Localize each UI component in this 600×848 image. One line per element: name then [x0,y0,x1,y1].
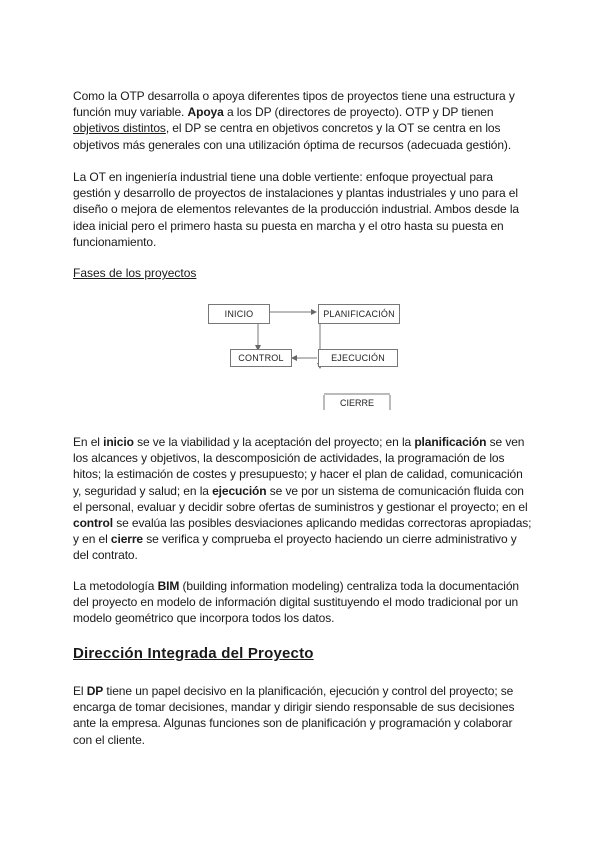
underlined-objetivos: objetivos distintos [73,121,166,136]
box-planificacion: PLANIFICACIÓN [318,304,400,324]
paragraph-dp [73,683,533,748]
box-cierre: CIERRE [339,398,374,408]
bold-inicio: inicio [103,435,134,449]
paragraph-ot: La OT en ingeniería industrial tiene una doble vertiente: enfoque proyectual para gestión y desarrollo de proyectos de instalaciones y plantas industriales y uno para el diseño o mejora de elementos relevantes de la producción industrial. Ambos desde la idea inicial pero el primero hasta su puesta en marcha y el otro hasta su puesta en funcionamiento. [73,170,519,249]
bold-cierre: cierre [110,532,143,547]
text: En el [73,435,104,449]
bold-apoya: Apoya [187,105,224,120]
phases-diagram [200,294,410,416]
paragraph-bim [73,578,533,627]
section-title-fases: Fases de los proyectos [73,266,197,280]
text: se verifica y comprueba el proyecto haciendo un cierre administrativo y del contrato. [73,532,517,563]
text: se evalúa las posibles desviaciones aplicando medidas correctoras apropiadas; y en el [73,516,532,547]
paragraph-otp [73,88,533,153]
bold-ejecucion: ejecución [212,483,267,498]
text: La metodología [73,579,158,593]
bold-planificacion: planificación [414,435,487,449]
bold-dp: DP [86,684,104,698]
text: se ve la viabilidad y la aceptación del proyecto; en la [133,435,415,449]
text: , el DP se centra en objetivos concretos y la OT se centra en los objetivos más generales con una utilización óptima de recursos (adecuada gestión). [73,121,512,152]
text: tiene un papel decisivo en la planificación, ejecución y control del proyecto; se encarga de tomar decisiones, mandar y dirigir siendo responsable de sus decisiones ante la empresa. Algunas funciones son de planificación y programación y colaborar con el cliente. [73,684,515,747]
box-ejecucion: EJECUCIÓN [318,349,398,367]
box-inicio: INICIO [208,304,270,324]
text: El [73,684,87,698]
box-control: CONTROL [230,349,292,367]
text: (building information modeling) centraliza toda la documentación del proyecto en modelo de información digital sustituyendo el modo tradicional por un modelo geométrico que incorpora todos los datos. [73,579,519,626]
paragraph-fases [73,434,533,564]
text: se ven los alcances y objetivos, la descomposición de actividades, la programación de los hitos; la estimación de costes y presupuesto; y hacer el plan de calidad, comunicación y, seguridad y salud; en la [73,435,525,498]
text: se ve por un sistema de comunicación fluida con el personal, evaluar y decidir sobre ofertas de suministros y gestionar el proyecto; en el [73,483,528,514]
text: Como la OTP desarrolla o apoya diferentes tipos de proyectos tiene una estructura y función muy variable. [73,89,515,120]
text: a los DP (directores de proyecto). OTP y DP tienen [223,105,494,120]
section-heading: Dirección Integrada del Proyecto [73,645,314,662]
bold-bim: BIM [157,579,180,593]
bold-control: control [73,516,113,531]
